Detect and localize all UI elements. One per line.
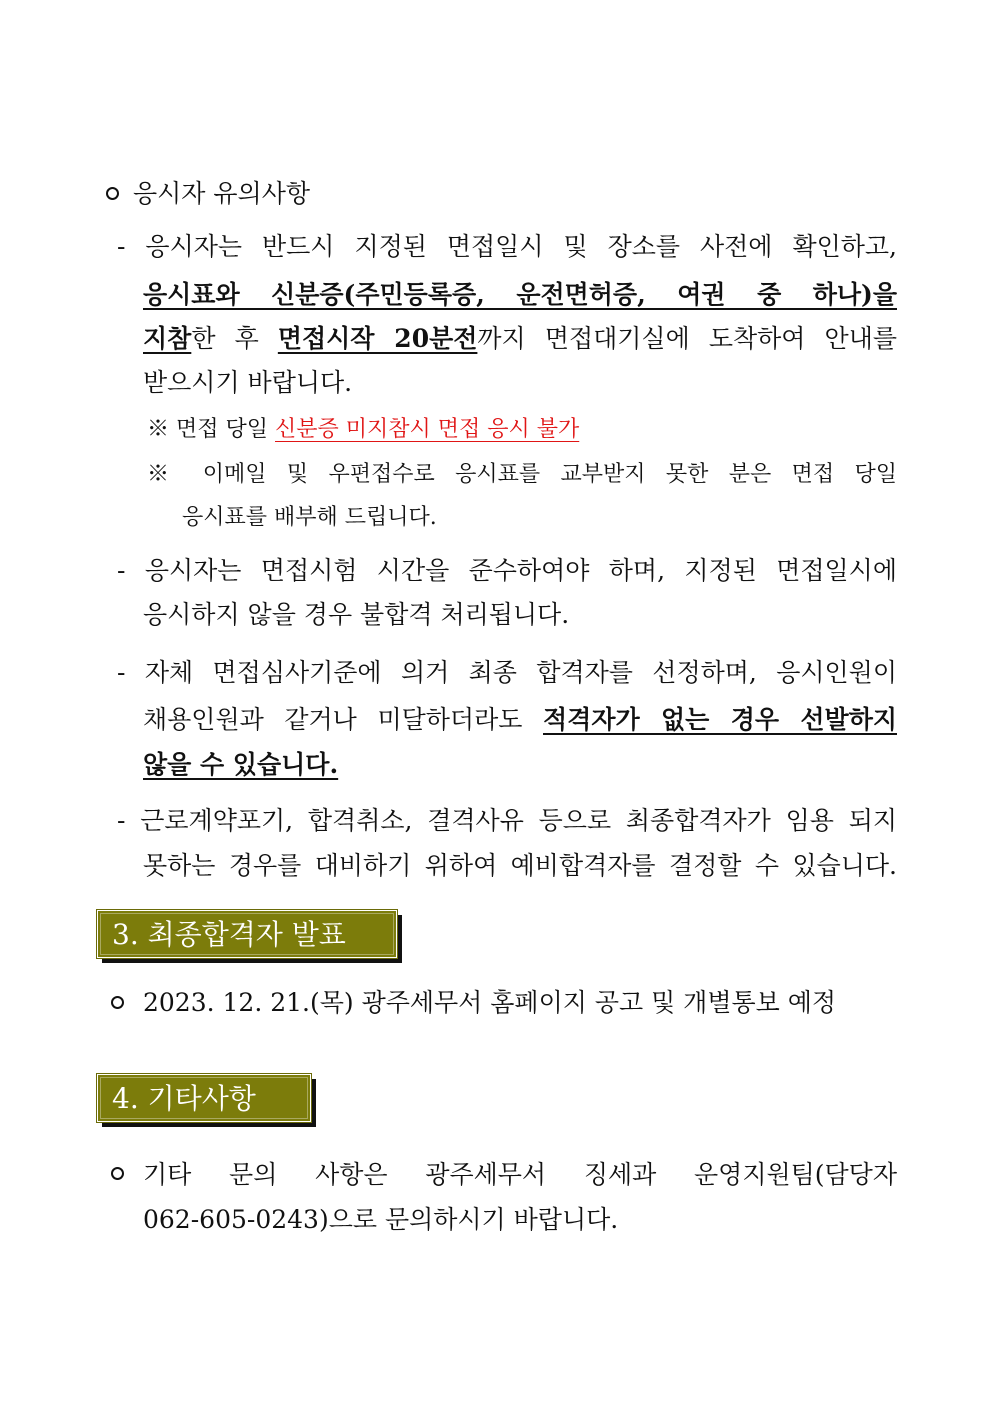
item1-note1 xyxy=(147,413,579,447)
item1-note1-warning: 신분증 미지참시 면접 응시 불가 xyxy=(275,417,580,442)
item1-line4: 받으시기 바랍니다. xyxy=(143,368,353,397)
item3-line2 xyxy=(143,703,897,737)
item2-line2: 응시하지 않을 경우 불합격 처리됩니다. xyxy=(143,600,570,629)
item4-line1: - 근로계약포기, 합격취소, 결격사유 등으로 최종합격자가 임용 되지 xyxy=(117,806,897,835)
bullet-circle-icon xyxy=(111,996,124,1009)
item3-line2-text: 채용인원과 같거나 미달하더라도 xyxy=(143,705,544,734)
item3-line1: - 자체 면접심사기준에 의거 최종 합격자를 선정하며, 응시인원이 xyxy=(117,658,897,687)
section4-heading: 4. 기타사항 xyxy=(97,1074,311,1122)
item1-line3 xyxy=(143,322,897,356)
bullet-circle-icon xyxy=(106,187,119,200)
item3-line2-emph: 적격자가 없는 경우 선발하지 xyxy=(543,705,897,734)
item2-line1: - 응시자는 면접시험 시간을 준수하여야 하며, 지정된 면접일시에 xyxy=(117,556,897,585)
item3-line3: 않을 수 있습니다. xyxy=(143,750,339,779)
section4-contact-line2: 062-605-0243)으로 문의하시기 바랍니다. xyxy=(143,1205,619,1234)
section4-contact-line1: 기타 문의 사항은 광주세무서 징세과 운영지원팀(담당자 xyxy=(143,1160,897,1189)
item1-line3-emph2: 면접시작 20분전 xyxy=(277,324,478,353)
item4-line2: 못하는 경우를 대비하기 위하여 예비합격자를 결정할 수 있습니다. xyxy=(143,851,897,880)
item1-line3-text2: 까지 면접대기실에 도착하여 안내를 xyxy=(477,324,897,353)
item1-note2-line1: ※ 이메일 및 우편접수로 응시표를 교부받지 못한 분은 면접 당일 xyxy=(147,462,897,487)
notice-title: 응시자 유의사항 xyxy=(133,179,310,208)
item1-note1-prefix: ※ 면접 당일 xyxy=(147,417,275,442)
item1-line1: - 응시자는 반드시 지정된 면접일시 및 장소를 사전에 확인하고, xyxy=(117,232,897,261)
bullet-circle-icon xyxy=(111,1167,124,1180)
section3-announcement: 2023. 12. 21.(목) 광주세무서 홈페이지 공고 및 개별통보 예정 xyxy=(143,988,837,1017)
item1-line2: 응시표와 신분증(주민등록증, 운전면허증, 여권 중 하나)을 xyxy=(143,280,897,309)
item1-note2-line2: 응시표를 배부해 드립니다. xyxy=(182,505,437,530)
item1-line3-emph1: 지참 xyxy=(143,324,192,353)
section3-heading: 3. 최종합격자 발표 xyxy=(97,910,397,958)
item1-line3-text1: 한 후 xyxy=(191,324,278,353)
